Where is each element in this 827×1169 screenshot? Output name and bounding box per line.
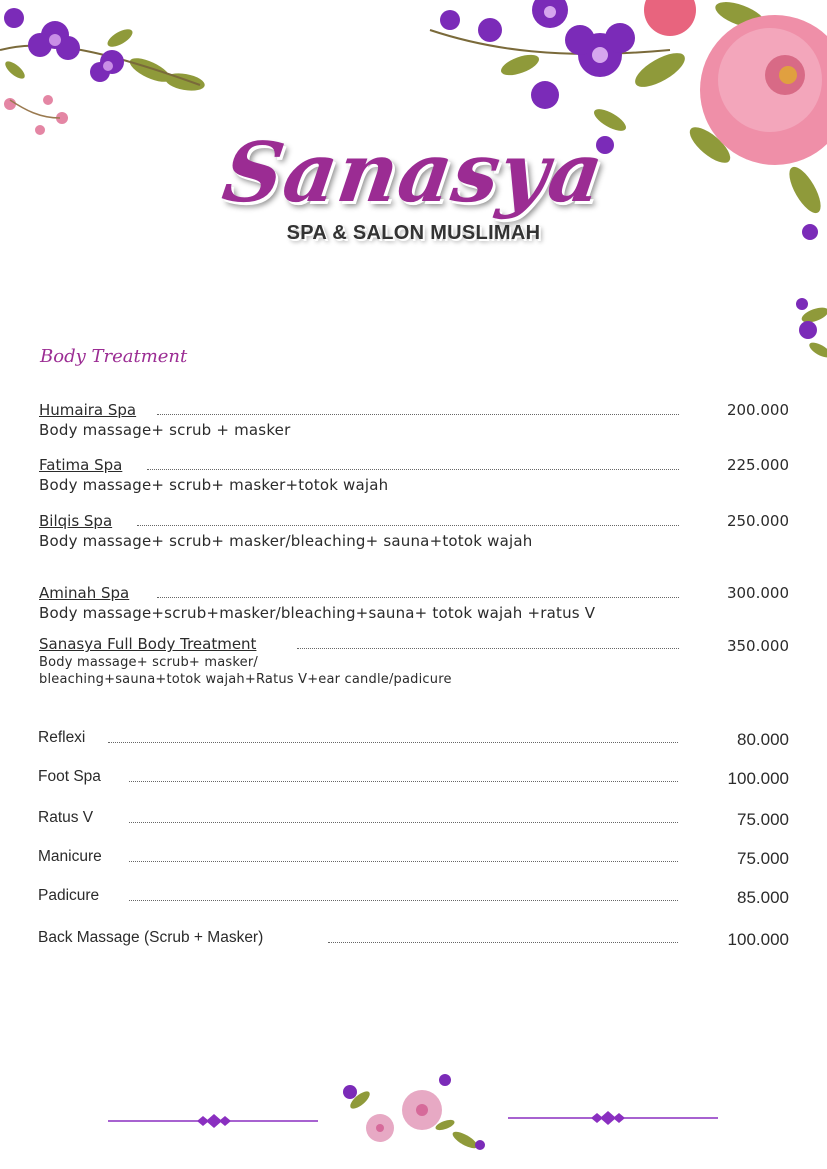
- extra-name: Foot Spa: [38, 768, 101, 785]
- leader-dots: [157, 597, 679, 598]
- package-item: [39, 634, 789, 688]
- extra-price: 80.000: [737, 730, 789, 749]
- extra-price: 75.000: [737, 810, 789, 829]
- package-description-line: Body massage+ scrub+ masker/: [39, 655, 258, 670]
- extra-name: Ratus V: [38, 809, 94, 826]
- extra-item: [38, 847, 789, 869]
- package-description: Body massage+scrub+masker/bleaching+sauna+ totok wajah +ratus V: [39, 604, 596, 622]
- extra-item: [38, 767, 789, 789]
- package-item: [39, 455, 789, 495]
- package-name: Humaira Spa: [39, 400, 142, 420]
- package-price: 300.000: [726, 584, 789, 602]
- package-description: Body massage+ scrub+ masker+totok wajah: [39, 476, 389, 494]
- leader-dots: [129, 861, 678, 862]
- package-item: [39, 583, 789, 623]
- leader-dots: [129, 822, 678, 823]
- extra-price: 75.000: [737, 849, 789, 868]
- package-item: [39, 511, 789, 551]
- package-name: Fatima Spa: [39, 455, 128, 475]
- package-name: Sanasya Full Body Treatment: [39, 634, 262, 654]
- brand-subtitle: SPA & SALON MUSLIMAH: [286, 222, 541, 244]
- package-description-line: bleaching+sauna+totok wajah+Ratus V+ear candle/padicure: [39, 672, 452, 687]
- extra-name: Padicure: [38, 887, 100, 904]
- extra-price: 100.000: [727, 769, 789, 788]
- extra-name: Reflexi: [38, 729, 86, 746]
- extra-name: Manicure: [38, 848, 102, 865]
- leader-dots: [129, 900, 678, 901]
- flower-divider-icon: [100, 1070, 730, 1160]
- package-price: 225.000: [726, 456, 789, 474]
- leader-dots: [328, 942, 678, 943]
- extra-price: 85.000: [737, 888, 789, 907]
- extra-item: [38, 886, 789, 908]
- package-description: Body massage+ scrub+ masker/bleaching+ sauna+totok wajah: [39, 532, 533, 550]
- brand-logo: [0, 125, 827, 245]
- leader-dots: [108, 742, 678, 743]
- leader-dots: [157, 414, 679, 415]
- package-name: Aminah Spa: [39, 583, 135, 603]
- leader-dots: [129, 781, 678, 782]
- leader-dots: [137, 525, 679, 526]
- extra-item: [38, 728, 789, 750]
- leader-dots: [297, 648, 679, 649]
- package-description: Body massage+ scrub + masker: [39, 421, 291, 439]
- package-price: 350.000: [726, 637, 789, 655]
- flower-cluster-icon: [0, 0, 215, 140]
- package-price: 200.000: [726, 401, 789, 419]
- section-title: Body Treatment: [40, 346, 188, 367]
- package-name: Bilqis Spa: [39, 511, 118, 531]
- extra-item: [38, 808, 789, 830]
- flower-sprig-icon: [790, 290, 827, 380]
- leader-dots: [147, 469, 679, 470]
- package-price: 250.000: [726, 512, 789, 530]
- package-item: [39, 400, 789, 440]
- brand-name: Sanasya: [217, 125, 610, 221]
- extra-price: 100.000: [727, 930, 789, 949]
- extra-item: [38, 928, 789, 950]
- extra-name: Back Massage (Scrub + Masker): [38, 929, 264, 946]
